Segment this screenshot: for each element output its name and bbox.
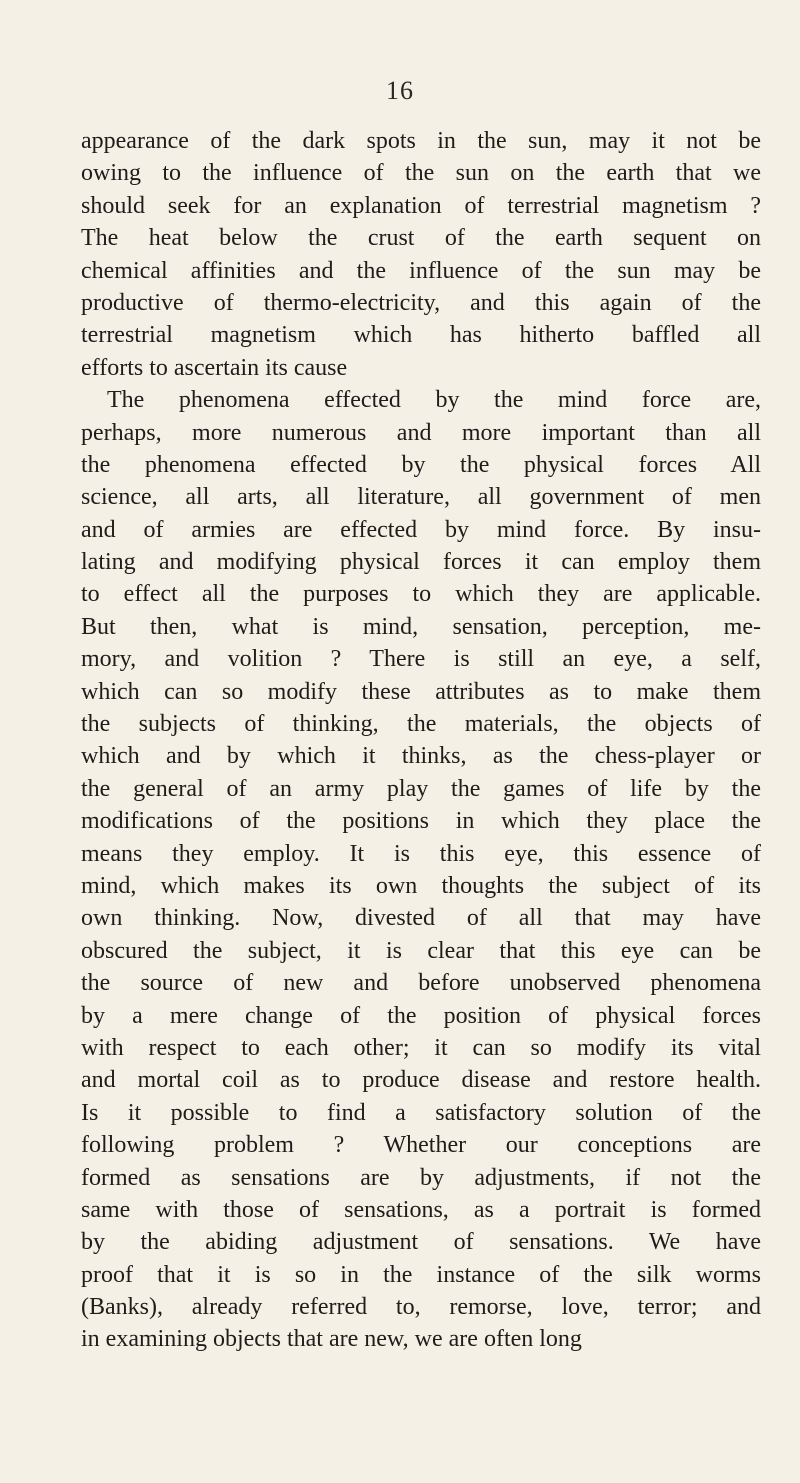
- text-line: perhaps, more numerous and more important than all: [81, 419, 761, 446]
- text-line: Is it possible to find a satisfactory solution of the: [81, 1099, 761, 1126]
- text-line: following problem ? Whether our conceptions are: [81, 1132, 761, 1159]
- text-line: the general of an army play the games of life by the: [81, 775, 761, 802]
- text-line: and mortal coil as to produce disease and restore health.: [81, 1067, 761, 1094]
- text-line: own thinking. Now, divested of all that may have: [81, 905, 761, 932]
- text-line: in examining objects that are new, we are often long: [81, 1326, 582, 1353]
- text-line: formed as sensations are by adjustments, if not the: [81, 1164, 761, 1191]
- text-line: mory, and volition ? There is still an eye, a self,: [81, 646, 761, 673]
- text-line: science, all arts, all literature, all government of men: [81, 484, 761, 511]
- page-body-text: [81, 125, 761, 1356]
- text-line: with respect to each other; it can so modify its vital: [81, 1034, 761, 1061]
- text-line: lating and modifying physical forces it can employ them: [81, 549, 761, 576]
- text-line: owing to the influence of the sun on the earth that we: [81, 160, 761, 187]
- text-line: proof that it is so in the instance of the silk worms: [81, 1261, 761, 1288]
- text-line: mind, which makes its own thoughts the subject of its: [81, 872, 761, 899]
- text-line: to effect all the purposes to which they are applicable.: [81, 581, 761, 608]
- text-line: The heat below the crust of the earth sequent on: [81, 225, 761, 252]
- text-line: modifications of the positions in which they place the: [81, 808, 761, 835]
- text-line: appearance of the dark spots in the sun, may it not be: [81, 128, 761, 154]
- text-line: terrestrial magnetism which has hitherto baffled all: [81, 322, 761, 349]
- text-line: means they employ. It is this eye, this essence of: [81, 840, 761, 867]
- text-line: productive of thermo-electricity, and this again of the: [81, 289, 761, 316]
- text-line: by a mere change of the position of physical forces: [81, 1002, 761, 1029]
- text-line: (Banks), already referred to, remorse, love, terror; and: [81, 1294, 761, 1321]
- text-line: the subjects of thinking, the materials, the objects of: [81, 711, 761, 738]
- text-line: But then, what is mind, sensation, perception, me-: [81, 613, 761, 640]
- text-line: should seek for an explanation of terrestrial magnetism ?: [81, 192, 761, 219]
- text-line: by the abiding adjustment of sensations. We have: [81, 1229, 761, 1256]
- text-line: efforts to ascertain its cause: [81, 354, 348, 381]
- text-line: The phenomena effected by the mind force are,: [107, 387, 761, 414]
- text-line: same with those of sensations, as a portrait is formed: [81, 1196, 761, 1223]
- text-line: chemical affinities and the influence of the sun may be: [81, 257, 761, 284]
- text-line: the source of new and before unobserved phenomena: [81, 970, 761, 997]
- text-line: the phenomena effected by the physical forces All: [81, 451, 761, 478]
- text-line: obscured the subject, it is clear that this eye can be: [81, 937, 761, 964]
- text-line: and of armies are effected by mind force. By insu-: [81, 516, 761, 543]
- text-line: which and by which it thinks, as the chess-player or: [81, 743, 761, 770]
- page-number: 16: [386, 76, 414, 105]
- text-line: which can so modify these attributes as to make them: [81, 678, 761, 705]
